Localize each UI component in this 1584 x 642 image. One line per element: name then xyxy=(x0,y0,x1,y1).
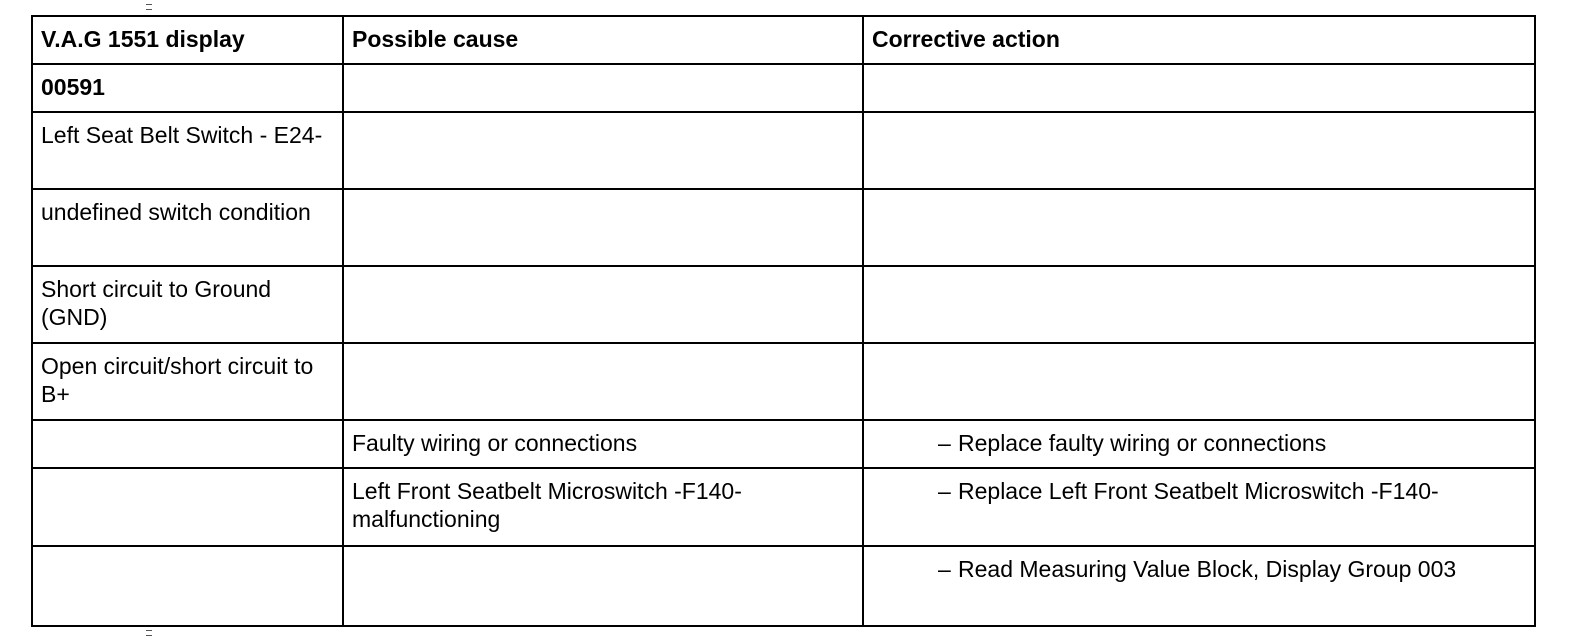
table-row xyxy=(32,546,1535,626)
display-text: Open circuit/short circuit to B+ xyxy=(32,343,343,420)
possible-cause: Faulty wiring or connections xyxy=(343,420,863,468)
header-vag-display: V.A.G 1551 display xyxy=(32,16,343,64)
possible-cause xyxy=(343,546,863,626)
possible-cause: Left Front Seatbelt Microswitch -F140- malfunctioning xyxy=(343,468,863,546)
corrective-action-text: Replace Left Front Seatbelt Microswitch -F140- xyxy=(958,478,1439,504)
table-row xyxy=(32,266,1535,343)
empty-cell xyxy=(343,189,863,266)
corrective-action-text: Replace faulty wiring or connections xyxy=(958,430,1327,456)
table-row xyxy=(32,64,1535,112)
page-edge-marker-top xyxy=(146,4,152,10)
display-text: undefined switch condition xyxy=(32,189,343,266)
display-text: Short circuit to Ground (GND) xyxy=(32,266,343,343)
empty-cell xyxy=(343,112,863,189)
empty-cell xyxy=(343,266,863,343)
empty-cell xyxy=(863,343,1535,420)
header-possible-cause: Possible cause xyxy=(343,16,863,64)
page-edge-marker-bottom xyxy=(146,630,152,636)
corrective-action xyxy=(863,420,1535,468)
corrective-action xyxy=(863,468,1535,546)
empty-cell xyxy=(32,468,343,546)
table-row xyxy=(32,189,1535,266)
empty-cell xyxy=(343,64,863,112)
dash-bullet-icon: – xyxy=(938,556,951,582)
table-row xyxy=(32,112,1535,189)
corrective-action-text: Read Measuring Value Block, Display Group 003 xyxy=(958,556,1457,582)
table-row xyxy=(32,468,1535,546)
empty-cell xyxy=(32,420,343,468)
empty-cell xyxy=(32,546,343,626)
empty-cell xyxy=(863,112,1535,189)
display-text: Left Seat Belt Switch - E24- xyxy=(32,112,343,189)
dash-bullet-icon: – xyxy=(938,430,951,456)
empty-cell xyxy=(863,64,1535,112)
header-corrective-action: Corrective action xyxy=(863,16,1535,64)
dash-bullet-icon: – xyxy=(938,478,951,504)
table-header-row xyxy=(32,16,1535,64)
empty-cell xyxy=(343,343,863,420)
empty-cell xyxy=(863,266,1535,343)
fault-diagnosis-table xyxy=(31,15,1536,627)
corrective-action xyxy=(863,546,1535,626)
fault-code: 00591 xyxy=(32,64,343,112)
table-row xyxy=(32,420,1535,468)
table-row xyxy=(32,343,1535,420)
empty-cell xyxy=(863,189,1535,266)
